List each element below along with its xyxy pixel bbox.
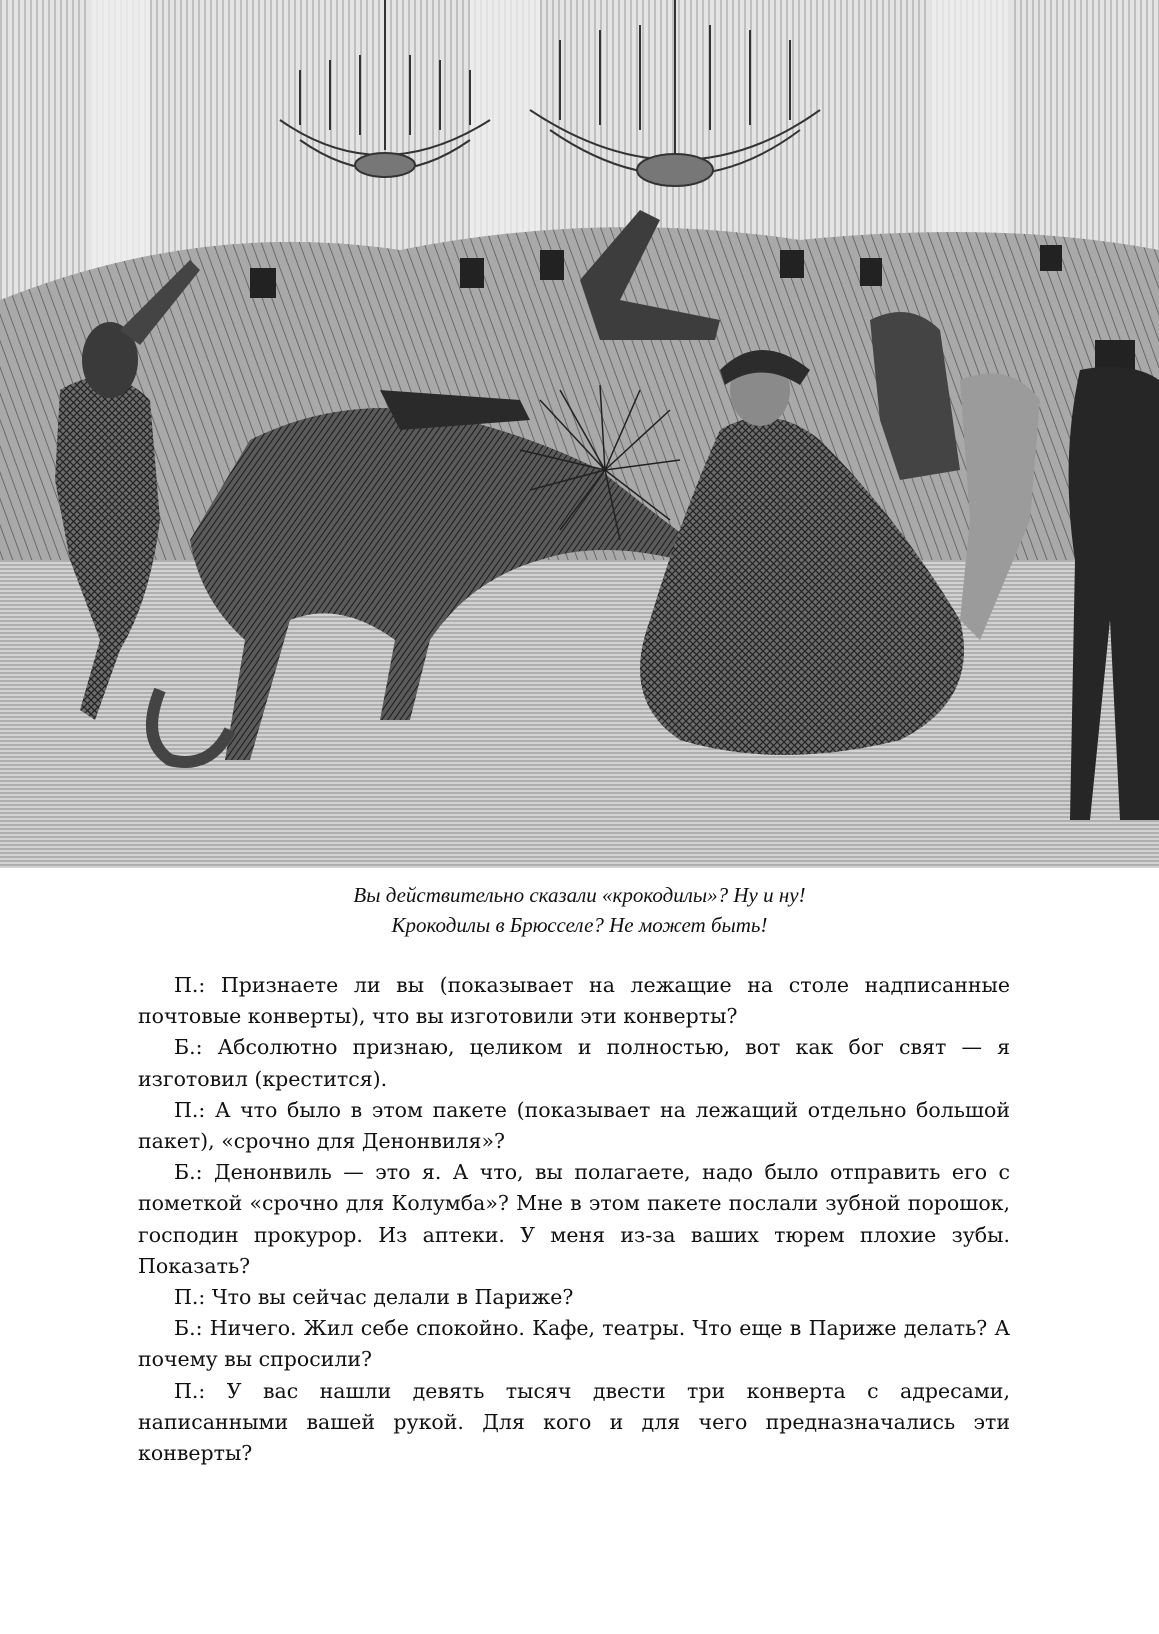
dialogue-paragraph: Б.: Денонвиль — это я. А что, вы полагаете, надо было отправить его с пометкой «срочно для Колумба»? Мне в этом пакете послали зубной порошок, господин прокурор. Из аптеки. У меня из-за ваших тюрем плохие зубы. Показать? [138, 1160, 1010, 1278]
dialogue-paragraph: Б.: Ничего. Жил себе спокойно. Кафе, театры. Что еще в Париже делать? А почему вы спросили? [138, 1316, 1010, 1372]
dialogue-paragraph: П.: Признаете ли вы (показывает на лежащие на столе надписанные почтовые конверты), что вы изготовили эти конверты? [138, 973, 1010, 1029]
caption-line-1: Вы действительно сказали «крокодилы»? Ну и ну! [353, 883, 806, 907]
dialogue-paragraph: П.: У вас нашли девять тысяч двести три конверта с адресами, написанными вашей рукой. Для кого и для чего предназначались эти конверты? [138, 1378, 1010, 1466]
dialogue-paragraph: Б.: Абсолютно признаю, целиком и полностью, вот как бог свят — я изготовил (крестится). [138, 1035, 1010, 1091]
caption-line-2: Крокодилы в Брюсселе? Не может быть! [391, 913, 768, 937]
dialogue-body [138, 970, 1010, 1469]
dialogue-paragraph: П.: Что вы сейчас делали в Париже? [174, 1285, 574, 1310]
dialogue-paragraph: П.: А что было в этом пакете (показывает на лежащий отдельно большой пакет), «срочно для Денонвиля»? [138, 1097, 1010, 1154]
illustration-caption [0, 880, 1159, 940]
